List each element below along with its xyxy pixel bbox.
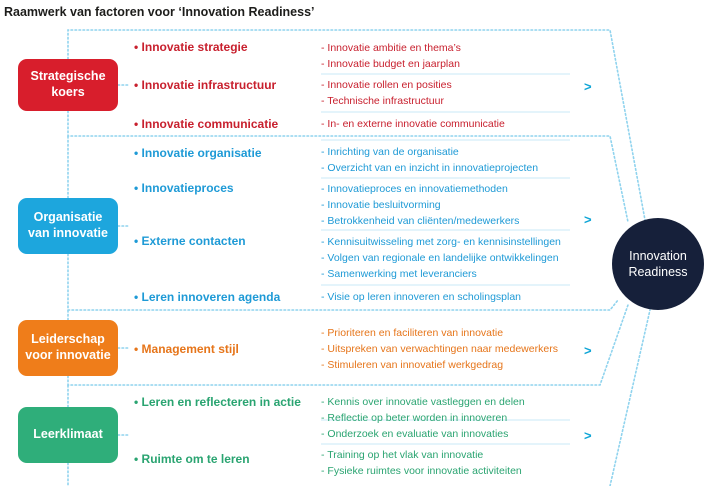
detail-item: - Technische infrastructuur [321,95,444,107]
factor-innovatie-strategie: • Innovatie strategie [134,40,248,54]
detail-item: - Innovatie ambitie en thema’s [321,42,461,54]
detail-item: - Visie op leren innoveren en scholingsplan [321,291,522,303]
detail-item: - Kennisuitwisseling met zorg- en kennisinstellingen [321,236,561,248]
arrow-right-icon: > [584,79,592,94]
detail-item: - Training op het vlak van innovatie [321,449,484,461]
category-leiderschap-voor-innovatie [18,320,118,376]
factor-innovatieproces: • Innovatieproces [134,181,234,195]
category-leerklimaat [18,407,118,463]
hub-label: Innovation Readiness [628,248,688,279]
detail-item: - Samenwerking met leveranciers [321,268,477,280]
category-strategische-koers [18,59,118,111]
factor-leren-en-reflecteren-in-actie: • Leren en reflecteren in actie [134,395,301,409]
detail-item: - Inrichting van de organisatie [321,146,459,158]
detail-item: - Stimuleren van innovatief werkgedrag [321,359,504,371]
arrow-right-icon: > [584,428,592,443]
factor-innovatie-communicatie: • Innovatie communicatie [134,117,279,131]
detail-item: - Volgen van regionale en landelijke ontwikkelingen [321,252,559,264]
factor-innovatie-infrastructuur: • Innovatie infrastructuur [134,78,277,92]
detail-item: - Overzicht van en inzicht in innovatieprojecten [321,162,539,174]
detail-item: - Prioriteren en faciliteren van innovatie [321,327,504,339]
factor-management-stijl: • Management stijl [134,342,239,356]
detail-item: - In- en externe innovatie communicatie [321,118,505,130]
category-label: Leiderschap voor innovatie [25,332,111,362]
category-organisatie-van-innovatie [18,198,118,254]
detail-item: - Innovatie rollen en posities [321,79,452,91]
factor-ruimte-om-te-leren: • Ruimte om te leren [134,452,250,466]
detail-item: - Reflectie op beter worden in innoveren [321,412,508,424]
arrow-right-icon: > [584,343,592,358]
category-label: Strategische koers [30,69,106,99]
page-title: Raamwerk van factoren voor ‘Innovation Readiness’ [4,5,315,19]
factor-leren-innoveren-agenda: • Leren innoveren agenda [134,290,281,304]
detail-item: - Uitspreken van verwachtingen naar medewerkers [321,343,558,355]
factor-externe-contacten: • Externe contacten [134,234,246,248]
detail-item: - Onderzoek en evaluatie van innovaties [321,428,509,440]
innovation-readiness-hub [612,218,704,310]
arrow-right-icon: > [584,212,592,227]
category-label: Organisatie van innovatie [28,210,108,240]
factor-innovatie-organisatie: • Innovatie organisatie [134,146,262,160]
detail-item: - Innovatie besluitvorming [321,199,441,211]
detail-item: - Innovatie budget en jaarplan [321,58,460,70]
detail-item: - Kennis over innovatie vastleggen en delen [321,396,525,408]
detail-item: - Fysieke ruimtes voor innovatie activiteiten [321,465,522,477]
detail-item: - Betrokkenheid van cliënten/medewerkers [321,215,520,227]
detail-item: - Innovatieproces en innovatiemethoden [321,183,508,195]
category-label: Leerklimaat [33,427,103,442]
